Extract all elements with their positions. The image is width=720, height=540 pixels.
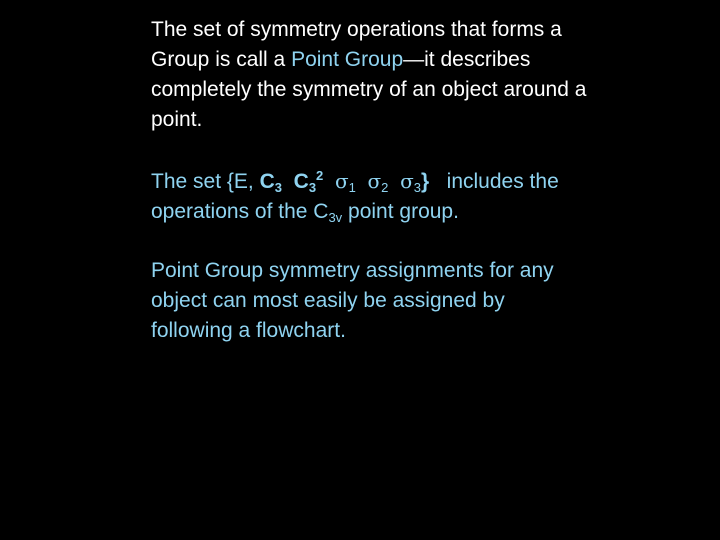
paragraph-flowchart-note [151,256,691,346]
point-group-term: Point Group [291,48,404,71]
p1-line1: The set of symmetry operations that forms a [151,18,562,41]
p1-line2-pre: Group is call a [151,48,292,71]
op-c3-squared: $C_3^2$ [293,168,324,195]
p2-set-open: The set {E, [151,170,260,193]
paragraph-c3v-operations [151,166,691,227]
p1-line4: point. [151,108,203,131]
p3-line1: Point Group symmetry assignments for any [151,259,554,282]
op-sigma-2: $\sigma_2$ [367,169,389,195]
op-sigma-3: $\sigma_3$ [400,169,421,195]
paragraph-point-group-definition [151,15,691,135]
p2-set-close: } [420,170,430,193]
p3-line3: following a flowchart. [151,319,346,342]
p3-line2: object can most easily be assigned by [151,289,505,312]
p1-line3: completely the symmetry of an object around a [151,78,587,101]
op-c3: $C_3$ [259,170,282,195]
p1-line2-post: —it describes [403,48,531,71]
p2-line2-pre: operations of the [151,200,314,223]
c3v-group-symbol: $C_{3v}$ [313,200,343,225]
p2-line2-post: point group. [342,200,459,223]
op-sigma-1: $\sigma_1$ [334,169,356,195]
p2-includes: includes the [446,170,559,193]
